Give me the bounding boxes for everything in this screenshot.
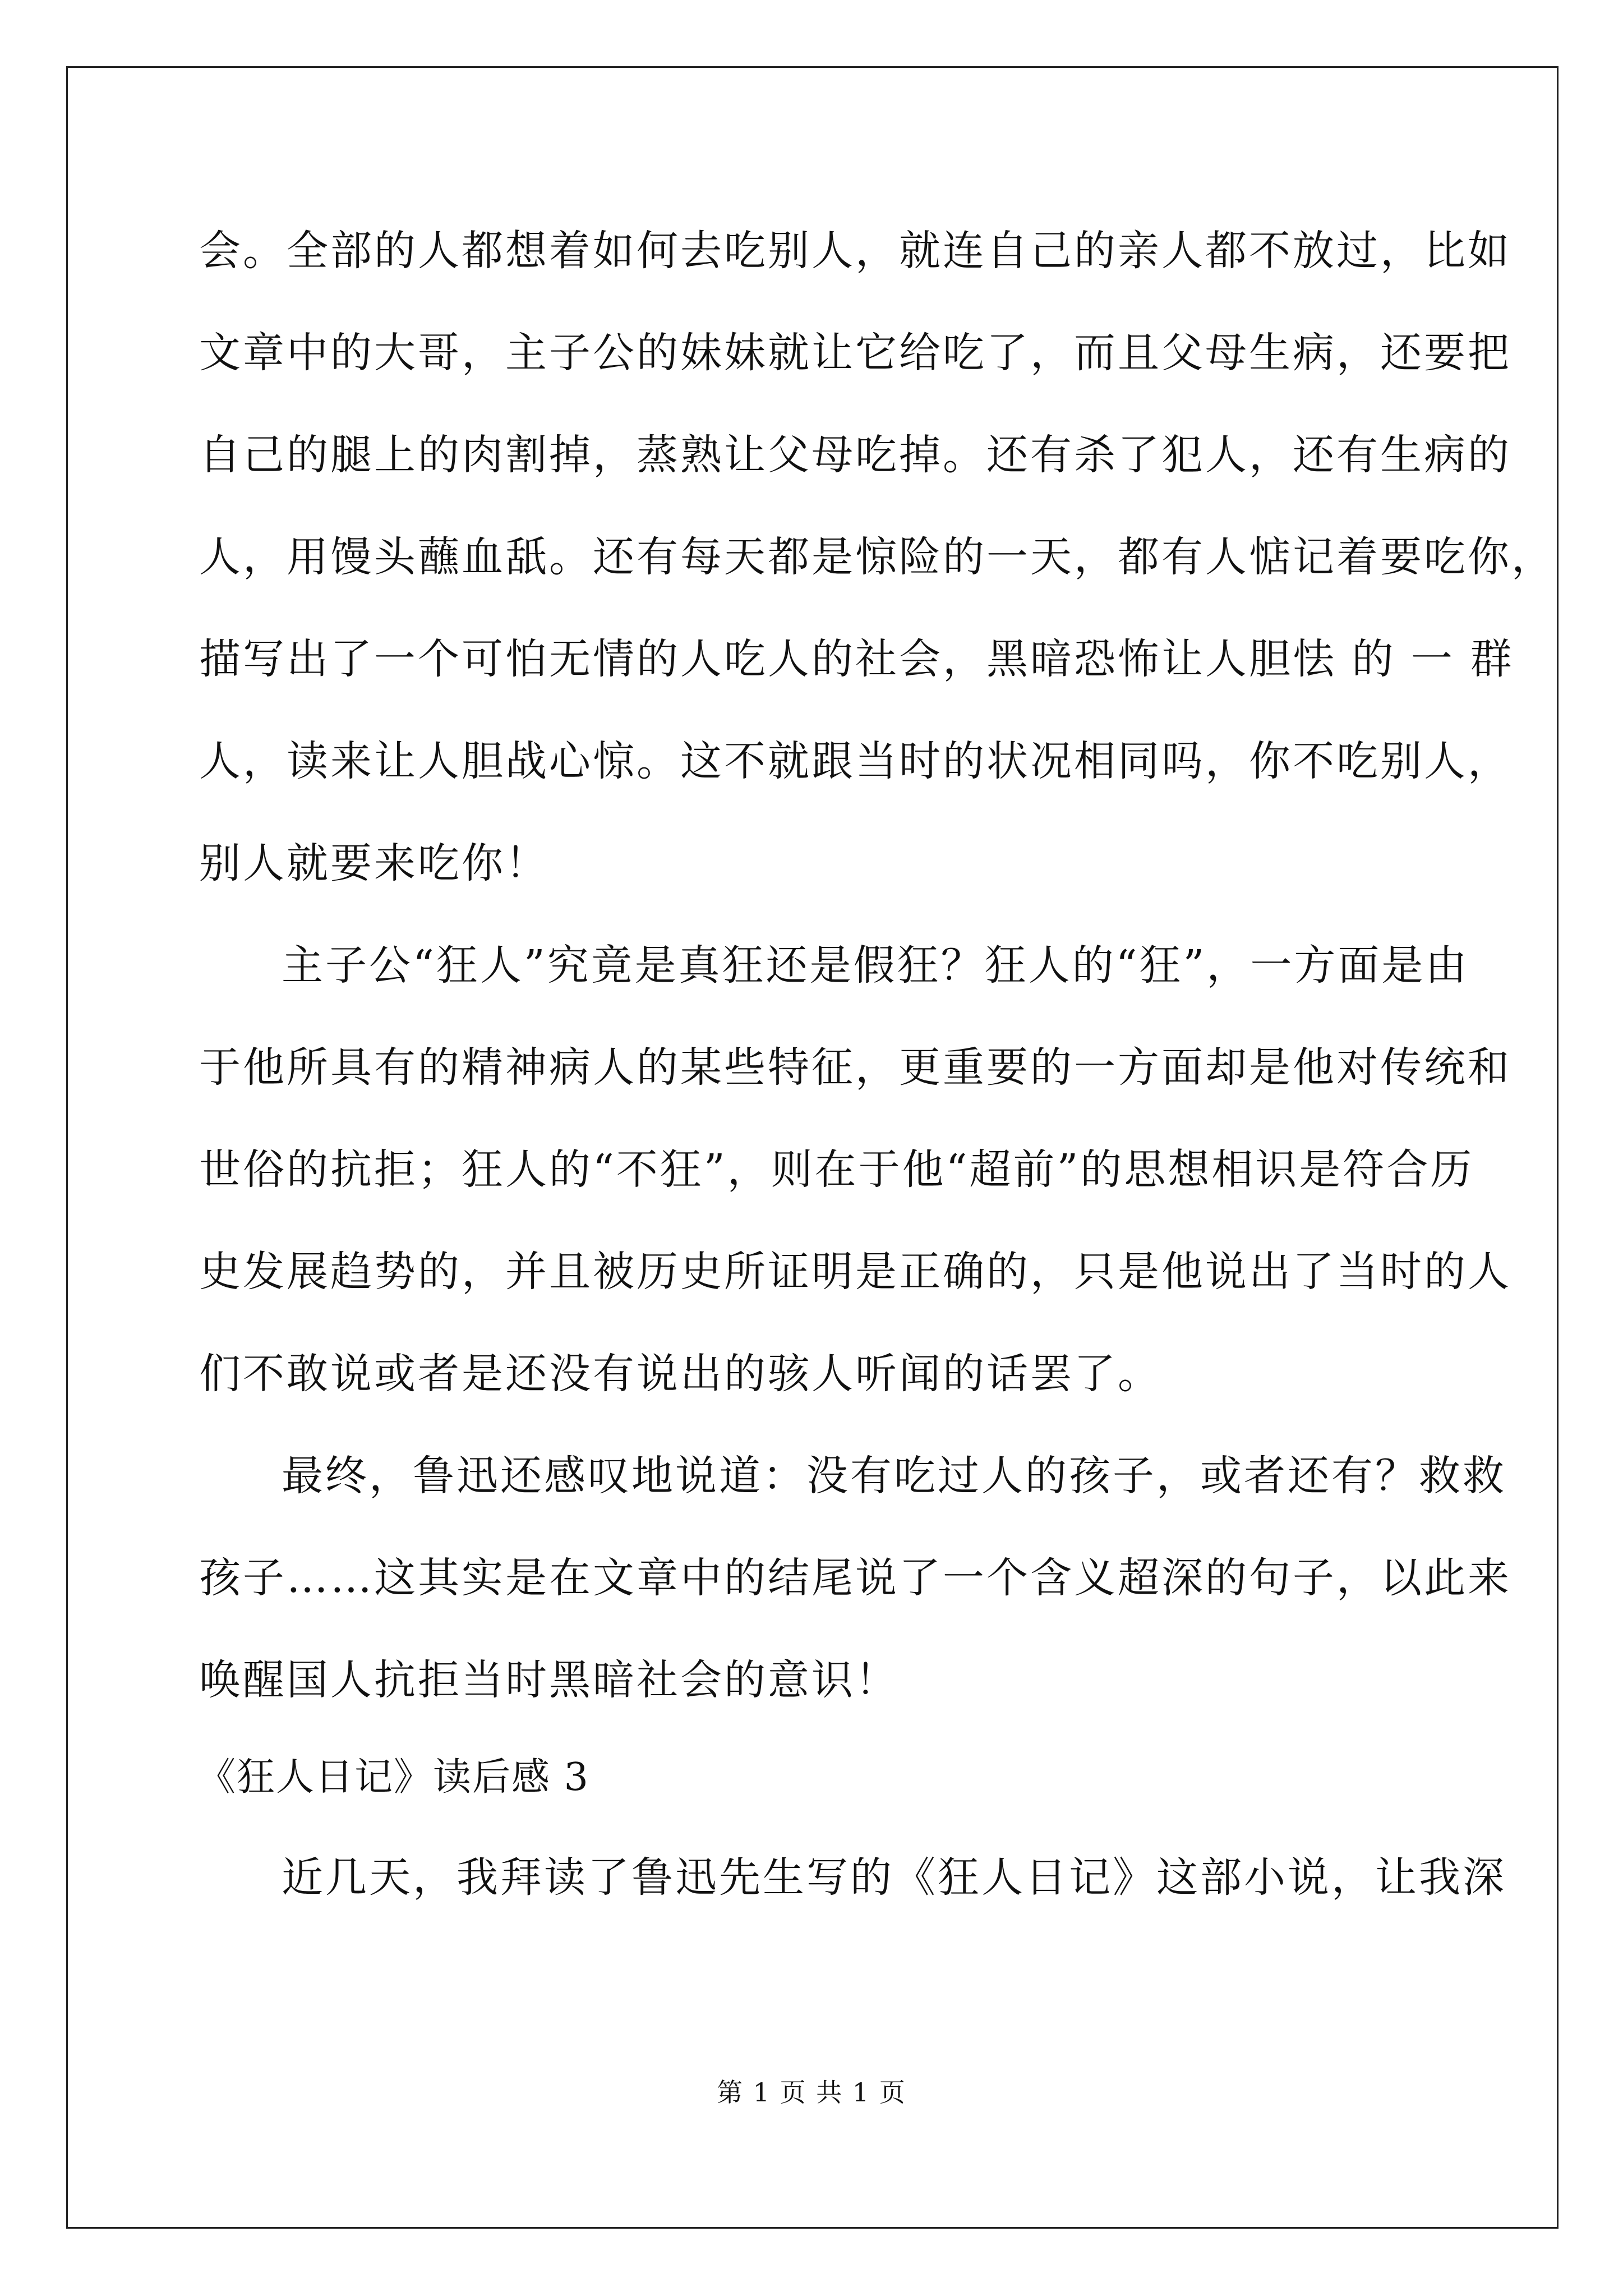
paragraph-1-line-1: 会。全部的人都想着如何去吃别人，就连自己的亲人都不放过，比如 xyxy=(199,227,1511,275)
page-footer: 第 1 页 共 1 页 xyxy=(717,2077,906,2108)
paragraph-3-line-3: 唤醒国人抗拒当时黑暗社会的意识！ xyxy=(199,1656,899,1704)
paragraph-1-line-3: 自己的腿上的肉割掉，蒸熟让父母吃掉。还有杀了犯人，还有生病的 xyxy=(199,431,1511,479)
paragraph-3-line-1: 最终，鲁迅还感叹地说道：没有吃过人的孩子，或者还有？救救 xyxy=(282,1452,1506,1500)
section-heading: 《狂人日记》读后感 3 xyxy=(197,1755,589,1800)
paragraph-3-line-2: 孩子……这其实是在文章中的结尾说了一个含义超深的句子，以此来 xyxy=(199,1554,1511,1602)
paragraph-1-line-4: 人，用馒头蘸血舐。还有每天都是惊险的一天，都有人惦记着要吃你， xyxy=(199,533,1555,581)
paragraph-1-line-5: 描写出了一个可怕无情的人吃人的社会，黑暗恐怖让人胆怯 的 一 群 xyxy=(199,635,1514,683)
paragraph-1-line-6: 人，读来让人胆战心惊。这不就跟当时的状况相同吗，你不吃别人， xyxy=(199,737,1511,785)
paragraph-4-line-1: 近几天，我拜读了鲁迅先生写的《狂人日记》这部小说，让我深 xyxy=(282,1853,1506,1902)
paragraph-2-line-4: 史发展趋势的，并且被历史所证明是正确的，只是他说出了当时的人 xyxy=(199,1248,1511,1296)
paragraph-2-line-1: 主子公“狂人”究竟是真狂还是假狂？狂人的“狂”，一方面是由 xyxy=(282,941,1469,990)
paragraph-2-line-2: 于他所具有的精神病人的某些特征，更重要的一方面却是他对传统和 xyxy=(199,1043,1511,1092)
paragraph-2-line-5: 们不敢说或者是还没有说出的骇人听闻的话罢了。 xyxy=(199,1350,1161,1398)
paragraph-1-line-7: 别人就要来吃你！ xyxy=(199,839,549,887)
paragraph-1-line-2: 文章中的大哥，主子公的妹妹就让它给吃了，而且父母生病，还要把 xyxy=(199,329,1511,377)
paragraph-2-line-3: 世俗的抗拒；狂人的“不狂”，则在于他“超前”的思想相识是符合历 xyxy=(199,1145,1474,1194)
